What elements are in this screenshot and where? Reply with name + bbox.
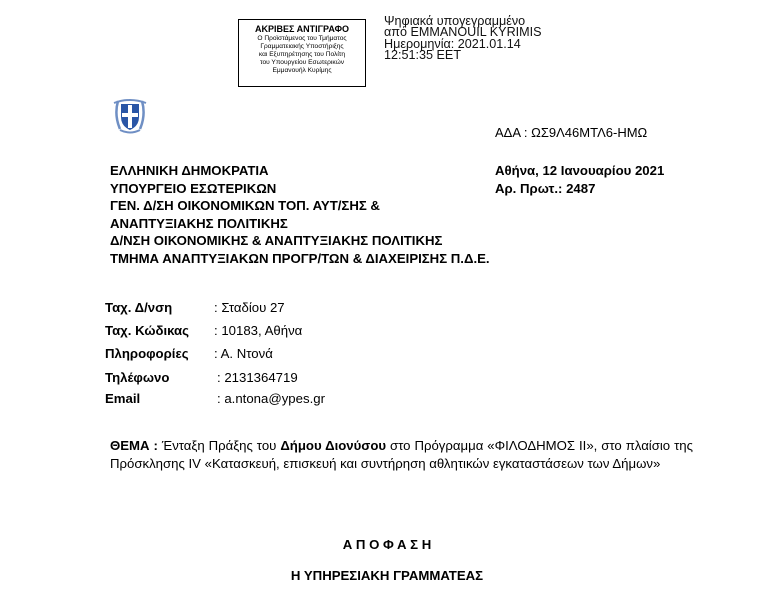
signature-line: Ψηφιακά υπογεγραμμένο [384, 14, 526, 28]
issuer-title: Η ΥΠΗΡΕΣΙΑΚΗ ΓΡΑΜΜΑΤΕΑΣ [290, 568, 484, 583]
subject-text: Ένταξη Πράξης του [157, 438, 281, 453]
contact-label: Email [105, 391, 141, 406]
stamp-line: Γραμματειακής Υποστήριξης [260, 42, 344, 50]
greek-coat-of-arms-icon [110, 95, 150, 135]
contact-value: : Σταδίου 27 [214, 300, 285, 315]
contact-label: Τηλέφωνο [105, 370, 170, 385]
protocol-number: Αρ. Πρωτ.: 2487 [495, 180, 596, 196]
header-line: ΕΛΛΗΝΙΚΗ ΔΗΜΟΚΡΑΤΙΑ [110, 163, 269, 178]
header-line: ΓΕΝ. Δ/ΣΗ ΟΙΚΟΝΟΜΙΚΩΝ ΤΟΠ. ΑΥΤ/ΣΗΣ & [110, 198, 380, 214]
issuing-authority [110, 162, 490, 268]
header-line: ΑΝΑΠΤΥΞΙΑΚΗΣ ΠΟΛΙΤΙΚΗΣ [110, 215, 288, 231]
signature-line: από EMMANOUIL KYRIMIS [384, 25, 542, 40]
certified-copy-stamp [238, 19, 366, 87]
document-date: Αθήνα, 12 Ιανουαρίου 2021 [495, 163, 665, 178]
header-line: Δ/ΝΣΗ ΟΙΚΟΝΟΜΙΚΗΣ & ΑΝΑΠΤΥΞΙΑΚΗΣ ΠΟΛΙΤΙΚΗΣ [110, 233, 443, 249]
contact-label: Ταχ. Δ/νση [105, 300, 173, 315]
contact-value: : 10183, Αθήνα [214, 323, 303, 338]
contact-label: Ταχ. Κώδικας [105, 323, 190, 338]
subject-text: στο Πρόγραμμα «ΦΙΛΟΔΗΜΟΣ ΙΙ», στο πλαίσιο της Πρόσκλησης IV «Κατασκευή, επισκευή και συντήρηση αθλητικών εγκαταστάσεων των Δήμων» [110, 438, 693, 471]
contact-label: Πληροφορίες [105, 346, 189, 361]
stamp-line: Εμμανουήλ Κυρίμης [272, 66, 332, 74]
date-block [495, 162, 664, 197]
contact-value: : 2131364719 [217, 370, 298, 385]
digital-signature [384, 16, 542, 61]
municipality-name: Δήμου Διονύσου [280, 438, 387, 453]
signature-line: Ημερομηνία: 2021.01.14 [384, 36, 521, 51]
stamp-title: ΑΚΡΙΒΕΣ ΑΝΤΙΓΡΑΦΟ [255, 24, 349, 34]
header-line: ΥΠΟΥΡΓΕΙΟ ΕΣΩΤΕΡΙΚΩΝ [110, 180, 277, 196]
header-line: ΤΜΗΜΑ ΑΝΑΠΤΥΞΙΑΚΩΝ ΠΡΟΓΡ/ΤΩΝ & ΔΙΑΧΕΙΡΙΣΗΣ Π.Δ.Ε. [110, 250, 490, 266]
decision-title: Α Π Ο Φ Α Σ Η [342, 537, 432, 552]
ada-code: ΑΔΑ : ΩΣ9Λ46ΜΤΛ6-ΗΜΩ [495, 125, 648, 140]
stamp-line: και Εξυπηρέτησης του Πολίτη [258, 50, 346, 58]
stamp-line: Ο Προϊστάμενος του Τμήματος [257, 35, 347, 42]
subject-paragraph [110, 437, 693, 472]
signature-line: 12:51:35 EET [384, 47, 462, 62]
contact-value: : a.ntona@ypes.gr [217, 391, 325, 406]
subject-label: ΘΕΜΑ : [110, 438, 158, 453]
contact-value: : Α. Ντονά [214, 346, 273, 361]
stamp-line: του Υπουργείου Εσωτερικών [259, 58, 345, 66]
